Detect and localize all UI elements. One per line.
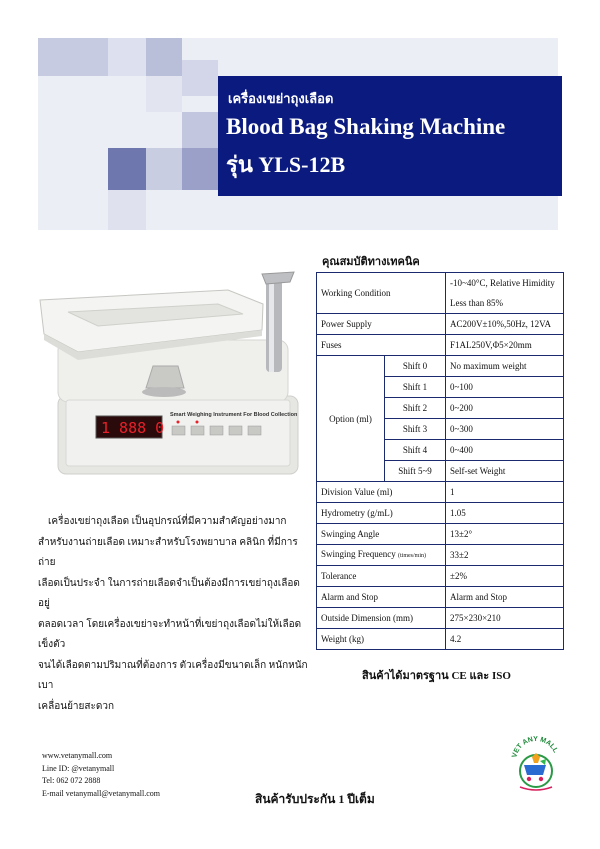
spec-value: 1 xyxy=(446,482,564,503)
shift-value: 0~200 xyxy=(446,398,564,419)
spec-label: Weight (kg) xyxy=(317,629,446,650)
decor-square xyxy=(108,38,146,76)
shift-label: Shift 0 xyxy=(385,356,446,377)
description-line: ตลอดเวลา โดยเครื่องเขย่าจะทำหน้าที่เขย่าถุงเลือดไม่ให้เลือดเข็งตัว xyxy=(38,618,302,650)
shift-label: Shift 1 xyxy=(385,377,446,398)
spec-value: 13±2° xyxy=(446,524,564,545)
product-subtitle: เครื่องเขย่าถุงเลือด xyxy=(228,91,334,106)
spec-label: Division Value (ml) xyxy=(317,482,446,503)
decor-square xyxy=(108,148,146,190)
table-row xyxy=(317,629,564,650)
table-row xyxy=(317,566,564,587)
option-label: Option (ml) xyxy=(317,356,385,482)
shift-label: Shift 2 xyxy=(385,398,446,419)
table-row xyxy=(317,482,564,503)
decor-square xyxy=(182,148,218,190)
shift-label: Shift 5~9 xyxy=(385,461,446,482)
spec-label-unit: (times/min) xyxy=(398,553,426,559)
shift-value: 0~300 xyxy=(446,419,564,440)
spec-value: F1AL250V,Φ5×20mm xyxy=(446,335,564,356)
spec-value-line: -10~40°C, Relative Himidity xyxy=(450,278,555,288)
table-row xyxy=(317,314,564,335)
shift-label: Shift 4 xyxy=(385,440,446,461)
spec-value: 4.2 xyxy=(446,629,564,650)
shift-value: No maximum weight xyxy=(446,356,564,377)
shift-label: Shift 3 xyxy=(385,419,446,440)
spec-label: Outside Dimension (mm) xyxy=(317,608,446,629)
table-row xyxy=(317,608,564,629)
shift-value: 0~100 xyxy=(446,377,564,398)
contact-line-id: Line ID: @vetanymall xyxy=(42,763,115,773)
panel-label: Smart Weighing Instrument For Blood Collection xyxy=(170,412,298,418)
product-photo xyxy=(38,270,304,476)
warranty-note: สินค้ารับประกัน 1 ปีเต็ม xyxy=(255,792,375,806)
shift-value: Self-set Weight xyxy=(446,461,564,482)
contact-tel: Tel: 062 072 2888 xyxy=(42,776,101,785)
decor-square xyxy=(146,148,182,190)
spec-value: 1.05 xyxy=(446,503,564,524)
decor-square xyxy=(108,190,146,230)
spec-label: Power Supply xyxy=(317,314,446,335)
contact-info xyxy=(42,750,160,800)
spec-value: Alarm and Stop xyxy=(446,587,564,608)
spec-label: Swinging Angle xyxy=(317,524,446,545)
spec-table xyxy=(316,272,564,650)
spec-value: ±2% xyxy=(446,566,564,587)
spec-label-text: Swinging Frequency xyxy=(321,549,396,559)
table-row xyxy=(317,524,564,545)
product-title: Blood Bag Shaking Machine xyxy=(226,114,506,139)
digital-display: 1 888 0 xyxy=(101,419,165,437)
spec-value: 33±2 xyxy=(446,545,564,566)
description-line: สำหรับงานถ่ายเลือด เหมาะสำหรับโรงพยาบาล คลินิก ที่มีการถ่าย xyxy=(38,536,298,568)
shift-value: 0~400 xyxy=(446,440,564,461)
spec-label: Hydrometry (g/mL) xyxy=(317,503,446,524)
table-row xyxy=(317,356,564,377)
spec-heading: คุณสมบัติทางเทคนิค xyxy=(322,256,420,268)
decor-square xyxy=(38,38,108,76)
spec-label: Tolerance xyxy=(317,566,446,587)
product-description xyxy=(38,512,310,717)
table-row xyxy=(317,273,564,314)
table-row xyxy=(317,503,564,524)
logo-text: VET ANY MALL xyxy=(511,735,559,759)
spec-label: Alarm and Stop xyxy=(317,587,446,608)
spec-value: AC200V±10%,50Hz, 12VA xyxy=(446,314,564,335)
contact-website[interactable]: www.vetanymall.com xyxy=(42,751,113,760)
spec-value: 275×230×210 xyxy=(446,608,564,629)
table-row xyxy=(317,545,564,566)
spec-value-line: Less than 85% xyxy=(450,298,503,308)
description-line: เคลื่อนย้ายสะดวก xyxy=(38,700,115,712)
table-row xyxy=(317,587,564,608)
description-line: จนได้เลือดตามปริมาณที่ต้องการ ตัวเครื่องมีขนาดเล็ก หนักหนักเบา xyxy=(38,659,308,691)
contact-email[interactable]: E-mail vetanymall@vetanymall.com xyxy=(42,788,160,798)
spec-label: Working Condition xyxy=(317,273,446,314)
product-model: รุ่น YLS-12B xyxy=(226,152,346,177)
description-line: เลือดเป็นประจำ ในการถ่ายเลือดจำเป็นต้องมีการเขย่าถุงเลือดอยู่ xyxy=(38,577,300,609)
description-line: เครื่องเขย่าถุงเลือด เป็นอุปกรณ์ที่มีความสำคัญอย่างมาก xyxy=(48,516,287,527)
decor-square xyxy=(182,112,218,148)
brand-logo xyxy=(510,735,562,795)
spec-label xyxy=(317,545,446,566)
decor-square xyxy=(182,60,218,96)
decor-square xyxy=(146,38,182,76)
certification-note: สินค้าได้มาตรฐาน CE และ ISO xyxy=(362,670,511,682)
spec-label: Fuses xyxy=(317,335,446,356)
spec-value xyxy=(446,273,564,314)
table-row xyxy=(317,335,564,356)
decor-square xyxy=(146,76,182,112)
